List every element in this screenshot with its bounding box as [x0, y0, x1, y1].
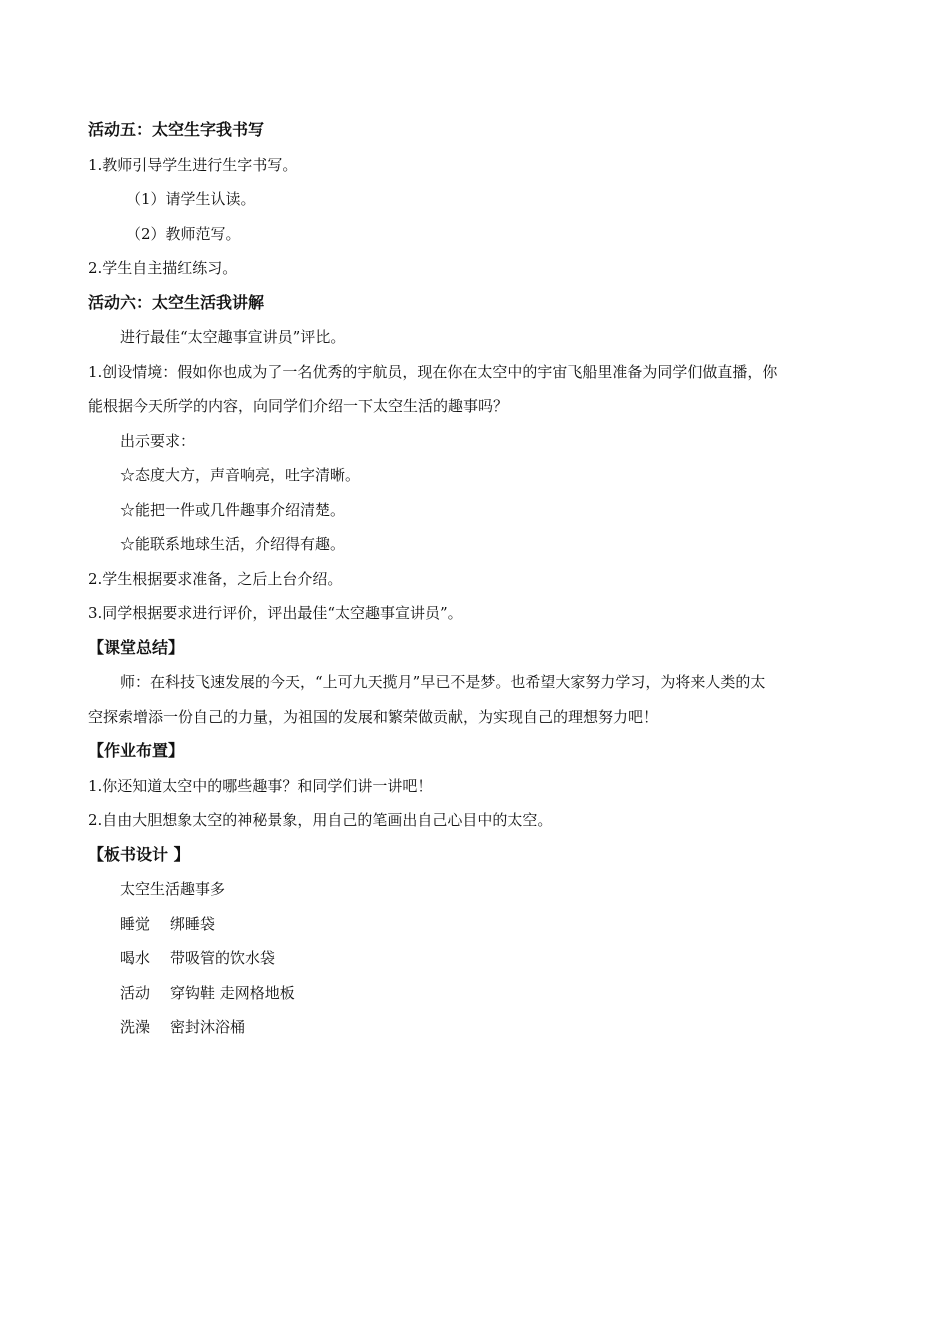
activity6-item-3: 3.同学根据要求进行评价，评出最佳“太空趣事宣讲员”。 [88, 604, 463, 622]
activity5-title: 活动五：太空生字我书写 [88, 120, 265, 139]
board-row [88, 907, 868, 942]
board-title: 【板书设计 】 [88, 844, 190, 864]
board-row [88, 941, 868, 976]
homework-title: 【作业布置】 [88, 741, 185, 760]
activity6-item1-line1: 1.创设情境：假如你也成为了一名优秀的宇航员，现在你在太空中的宇宙飞船里准备为同学们做直播，你 [88, 362, 778, 381]
document-page [88, 113, 868, 1045]
board-row-value: 密封沐浴桶 [170, 1018, 246, 1036]
homework-item-2: 2.自由大胆想象太空的神秘景象，用自己的笔画出自己心目中的太空。 [88, 811, 553, 829]
board-row [88, 976, 868, 1011]
board-row-key: 洗澡 [120, 1018, 151, 1036]
requirement-3: ☆能联系地球生活，介绍得有趣。 [120, 535, 346, 553]
activity5-subitem-1: （1）请学生认读。 [126, 190, 256, 208]
summary-line-1: 师：在科技飞速发展的今天，“上可九天揽月”早已不是梦。也希望大家努力学习，为将来人类的太 [120, 673, 766, 691]
requirements-label: 出示要求： [120, 431, 196, 450]
summary-title: 【课堂总结】 [88, 637, 185, 657]
activity5-item-2: 2.学生自主描红练习。 [88, 259, 238, 277]
summary-line-2: 空探索增添一份自己的力量，为祖国的发展和繁荣做贡献，为实现自己的理想努力吧！ [88, 707, 659, 726]
activity6-title: 活动六：太空生活我讲解 [88, 292, 265, 312]
activity5-item-1: 1.教师引导学生进行生字书写。 [88, 155, 298, 174]
activity6-intro: 进行最佳“太空趣事宣讲员”评比。 [120, 328, 346, 346]
homework-item-1: 1.你还知道太空中的哪些趣事？和同学们讲一讲吧！ [88, 776, 433, 795]
board-row-value: 带吸管的饮水袋 [170, 949, 276, 967]
board-row-value: 绑睡袋 [170, 914, 216, 933]
activity5-subitem-2: （2）教师范写。 [126, 224, 241, 243]
board-row [88, 1010, 868, 1045]
requirement-1: ☆态度大方，声音响亮，吐字清晰。 [120, 466, 361, 484]
board-row-key: 睡觉 [120, 914, 151, 933]
activity6-item1-line2: 能根据今天所学的内容，向同学们介绍一下太空生活的趣事吗？ [88, 397, 509, 415]
board-heading: 太空生活趣事多 [120, 880, 226, 898]
board-row-key: 喝水 [120, 949, 151, 967]
requirement-2: ☆能把一件或几件趣事介绍清楚。 [120, 500, 346, 519]
board-row-value: 穿钩鞋 走网格地板 [170, 983, 295, 1002]
board-row-key: 活动 [120, 983, 151, 1002]
activity6-item-2: 2.学生根据要求准备，之后上台介绍。 [88, 569, 343, 588]
